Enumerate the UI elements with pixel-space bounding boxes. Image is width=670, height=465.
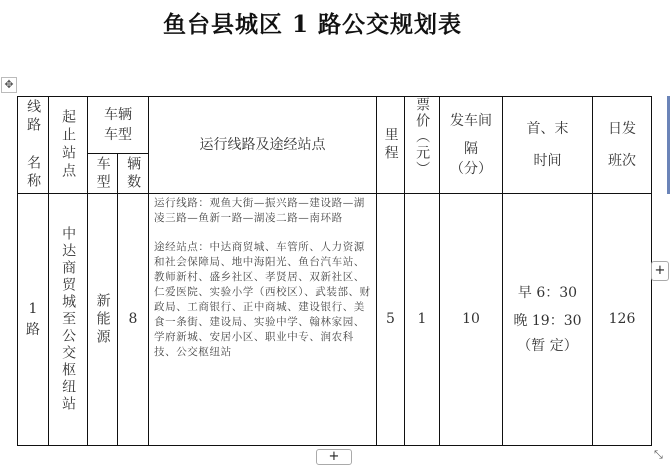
add-row-button[interactable]: +	[316, 449, 352, 465]
header-start-end: 起止站点	[49, 97, 88, 194]
header-first-last: 首、末 时间	[503, 97, 593, 194]
bus-route-table	[17, 96, 652, 446]
table-move-handle-icon[interactable]: ✥	[1, 77, 17, 93]
header-vehicle-type: 车型	[88, 154, 118, 194]
header-interval: 发车间 隔 （分）	[440, 97, 503, 194]
cell-daily: 126	[593, 194, 652, 446]
cell-mileage: 5	[377, 194, 405, 446]
cell-vehicle-count: 8	[118, 194, 149, 446]
table-row	[18, 194, 652, 446]
header-route-stops: 运行线路及途经站点	[149, 97, 377, 194]
stops-text: 途经站点：中达商贸城、车管所、人力资源和社会保障局、地中海阳光、鱼台汽车站、教师新村、盛乡社区、孝贤居、双新社区、仁爱医院、实验小学（西校区）、武装部、财政局、工商银行、正中商城、建设银行、美食一条街、建设局、实验中学、翰林家园、学府新城、安居小区、职业中专、润农科技、公交枢纽站	[154, 241, 371, 358]
cell-fare: 1	[405, 194, 440, 446]
header-vehicle: 车辆车型	[88, 97, 149, 154]
cell-interval: 10	[440, 194, 503, 446]
cell-line: 1 路	[18, 194, 49, 446]
cell-route-stops	[149, 194, 377, 446]
table-resize-handle-icon[interactable]: ⤡	[654, 448, 663, 461]
cell-vehicle-type: 新能源	[88, 194, 118, 446]
add-column-button[interactable]: +	[651, 261, 669, 281]
header-line-name: 线路 名称	[18, 97, 49, 194]
header-mileage: 里程	[377, 97, 405, 194]
route-text: 运行线路：观鱼大街—振兴路—建设路—湖凌三路—鱼新一路—湖凌二路—南环路	[154, 197, 365, 224]
cell-first-last: 早 6：30 晚 19：30 （暂 定）	[503, 194, 593, 446]
header-daily: 日发 班次	[593, 97, 652, 194]
header-fare: 票价（元）	[405, 97, 440, 194]
header-vehicle-count: 辆数	[118, 154, 149, 194]
page-title: 鱼台县城区 1 路公交规划表	[162, 11, 463, 38]
cell-start-end: 中达商贸城至公交枢纽站	[49, 194, 88, 446]
